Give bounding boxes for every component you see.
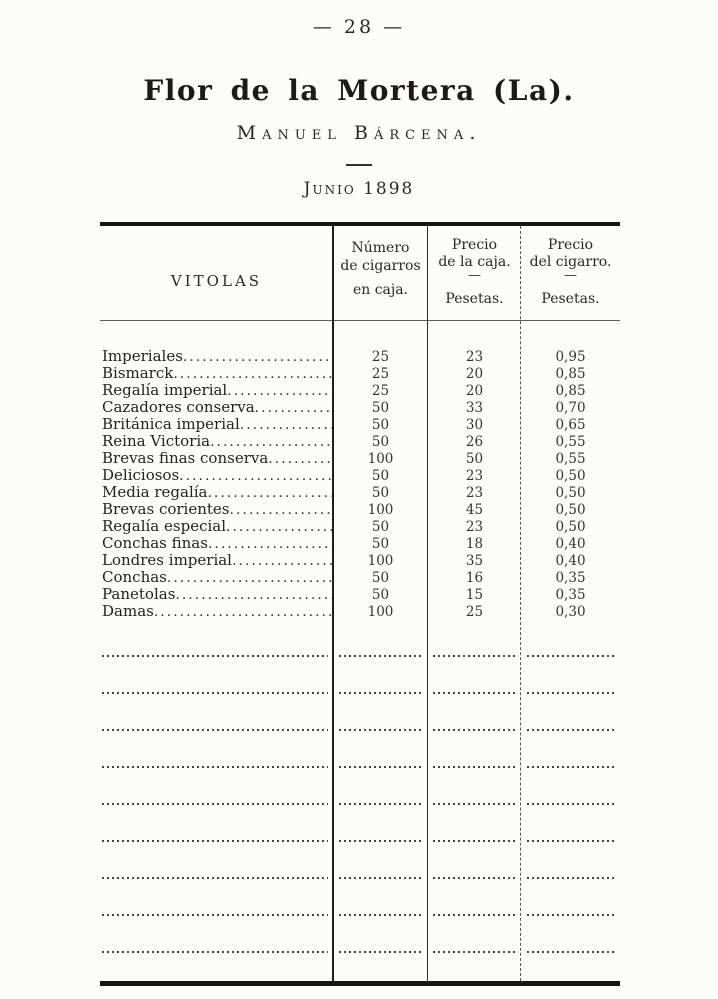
dotted-rule [339, 951, 423, 953]
manufacturer-name: Manuel Bárcena. [236, 122, 482, 144]
dotted-rule [527, 729, 617, 731]
dotted-rule [339, 877, 423, 879]
cigar-price-value: 0,50 [555, 502, 586, 518]
vitola-name: Media regalía [102, 483, 208, 501]
cigar-price-value: 0,50 [555, 485, 586, 501]
dotted-rule [527, 840, 617, 842]
dotted-rule [102, 766, 328, 768]
box-price-value: 35 [465, 553, 484, 569]
vitola-name: Londres imperial [102, 551, 232, 569]
empty-row [100, 844, 620, 881]
dotted-rule [102, 692, 328, 694]
pesetas-unit-label: Pesetas. [445, 291, 504, 307]
vitola-name-cell [100, 415, 333, 433]
cigars-per-box-value: 50 [371, 587, 390, 603]
dotted-rule [102, 951, 328, 953]
table-row [100, 381, 620, 398]
pesetas-unit-label: Pesetas. [541, 291, 600, 307]
page-title: Flor de la Mortera (La). [143, 74, 575, 107]
box-price-value: 23 [465, 485, 484, 501]
vitola-name: Panetolas [102, 585, 176, 603]
table-row [100, 534, 620, 551]
box-price-value: 33 [465, 400, 484, 416]
table-row [100, 500, 620, 517]
box-price-value: 20 [465, 366, 484, 382]
cigars-per-box-value: 25 [371, 383, 390, 399]
cigar-price-value: 0,30 [555, 604, 586, 620]
vitola-name-cell [100, 347, 333, 365]
dotted-rule [433, 729, 516, 731]
dot-leader [154, 602, 333, 620]
dot-leader [167, 568, 333, 586]
dotted-rule [433, 840, 516, 842]
vitola-name-cell [100, 534, 333, 552]
table-row [100, 364, 620, 381]
box-price-value: 23 [465, 519, 484, 535]
cigars-per-box-value: 50 [371, 536, 390, 552]
table-row [100, 398, 620, 415]
cigar-price-value: 0,50 [555, 468, 586, 484]
empty-row [100, 659, 620, 696]
dot-leader [175, 585, 333, 603]
dot-leader [226, 517, 333, 535]
table-row [100, 449, 620, 466]
empty-row [100, 918, 620, 955]
dotted-rule [527, 951, 617, 953]
dotted-rule [433, 914, 516, 916]
table-body [100, 321, 620, 619]
box-price-value: 23 [465, 468, 484, 484]
dotted-rule [527, 803, 617, 805]
cigar-price-value: 0,40 [555, 536, 586, 552]
box-price-value: 18 [465, 536, 484, 552]
empty-ruled-section [100, 622, 620, 955]
dotted-rule [433, 951, 516, 953]
dot-leader [207, 483, 333, 501]
cigars-per-box-value: 50 [371, 570, 390, 586]
vitola-name-cell [100, 602, 333, 620]
cigar-price-value: 0,65 [555, 417, 586, 433]
box-price-value: 23 [465, 349, 484, 365]
column-header-box-price [428, 226, 521, 320]
vitola-name-cell [100, 500, 333, 518]
page-number: — 28 — [312, 16, 406, 38]
table-row [100, 568, 620, 585]
date-line: Junio 1898 [303, 179, 415, 199]
dot-leader [227, 381, 333, 399]
bottom-gap [100, 955, 620, 981]
table-row [100, 517, 620, 534]
dotted-rule [102, 729, 328, 731]
vitola-name: Brevas finas conserva [102, 449, 269, 467]
column-header-cigar-price [521, 226, 620, 320]
header-line: Precio [547, 237, 594, 253]
box-price-value: 26 [465, 434, 484, 450]
cigar-price-value: 0,55 [555, 434, 586, 450]
dotted-rule [433, 655, 516, 657]
header-line: Precio [451, 237, 498, 253]
cigar-price-value: 0,35 [555, 587, 586, 603]
unit-dash: — [468, 268, 481, 283]
dotted-rule [433, 803, 516, 805]
dot-leader [240, 415, 333, 433]
vitola-name: Deliciosos [102, 466, 180, 484]
dotted-rule [102, 877, 328, 879]
vitola-name-cell [100, 585, 333, 603]
vitola-name: Reina Victoria [102, 432, 211, 450]
table-header [100, 226, 620, 320]
table-row [100, 415, 620, 432]
vitola-name: Conchas finas [102, 534, 208, 552]
empty-row [100, 696, 620, 733]
vitola-name: Imperiales [102, 347, 183, 365]
dot-leader [232, 551, 333, 569]
dotted-rule [527, 655, 617, 657]
vitola-name: Regalía imperial [102, 381, 228, 399]
table-row [100, 585, 620, 602]
column-separator [332, 226, 334, 981]
dotted-rule [339, 914, 423, 916]
box-price-value: 25 [465, 604, 484, 620]
cigars-per-box-value: 100 [367, 553, 394, 569]
dotted-rule [339, 803, 423, 805]
vitola-name-cell [100, 517, 333, 535]
dotted-rule [339, 840, 423, 842]
box-price-value: 20 [465, 383, 484, 399]
header-bottom-rule [100, 320, 620, 321]
unit-dash: — [564, 268, 577, 283]
vitola-name: Británica imperial [102, 415, 240, 433]
vitola-name-cell [100, 449, 333, 467]
table-bottom-rule [100, 981, 620, 986]
box-price-value: 50 [465, 451, 484, 467]
table-row [100, 347, 620, 364]
dotted-rule [339, 729, 423, 731]
dotted-rule [433, 877, 516, 879]
box-price-value: 45 [465, 502, 484, 518]
dotted-rule [102, 803, 328, 805]
dot-leader [230, 500, 334, 518]
empty-row [100, 733, 620, 770]
cigar-price-value: 0,85 [555, 366, 586, 382]
dotted-rule [339, 655, 423, 657]
vitola-name-cell [100, 483, 333, 501]
vitola-name: Bismarck [102, 364, 174, 382]
dot-leader [210, 432, 333, 450]
vitola-name: Brevas corientes [102, 500, 230, 518]
table-row [100, 602, 620, 619]
vitola-name: Regalía especial [102, 517, 227, 535]
box-price-value: 16 [465, 570, 484, 586]
column-header-cigars-per-box [333, 226, 428, 320]
price-table [100, 222, 620, 986]
header-line: de la caja. [438, 254, 511, 270]
cigars-per-box-value: 50 [371, 485, 390, 501]
vitola-name: Conchas [102, 568, 167, 586]
header-line: Número [351, 240, 410, 256]
cigars-per-box-value: 100 [367, 502, 394, 518]
column-separator [520, 226, 521, 981]
header-line: del cigarro. [529, 254, 612, 270]
vitola-name-cell [100, 364, 333, 382]
vitola-name-cell [100, 398, 333, 416]
vitola-name-cell [100, 551, 333, 569]
dotted-rule [339, 692, 423, 694]
cigars-per-box-value: 100 [367, 604, 394, 620]
vitola-name-cell [100, 432, 333, 450]
cigar-price-value: 0,50 [555, 519, 586, 535]
cigar-price-value: 0,35 [555, 570, 586, 586]
cigars-per-box-value: 25 [371, 349, 390, 365]
dot-leader [255, 398, 333, 416]
dotted-rule [433, 692, 516, 694]
cigar-price-value: 0,55 [555, 451, 586, 467]
box-price-value: 15 [465, 587, 484, 603]
vitola-name-cell [100, 381, 333, 399]
dot-leader [208, 534, 333, 552]
dotted-rule [527, 877, 617, 879]
cigar-price-value: 0,40 [555, 553, 586, 569]
table-row [100, 483, 620, 500]
empty-row [100, 770, 620, 807]
cigars-per-box-value: 50 [371, 400, 390, 416]
column-separator [427, 226, 428, 981]
table-row [100, 432, 620, 449]
dotted-rule [102, 840, 328, 842]
table-row [100, 466, 620, 483]
dot-leader [268, 449, 333, 467]
dotted-rule [527, 766, 617, 768]
empty-row [100, 807, 620, 844]
dot-leader [183, 347, 333, 365]
empty-row [100, 622, 620, 659]
cigars-per-box-value: 50 [371, 468, 390, 484]
cigars-per-box-value: 100 [367, 451, 394, 467]
cigar-price-value: 0,70 [555, 400, 586, 416]
dotted-rule [102, 914, 328, 916]
dotted-rule [527, 914, 617, 916]
vitola-name: Damas [102, 602, 154, 620]
header-line: en caja. [352, 282, 409, 298]
empty-row [100, 881, 620, 918]
cigars-per-box-value: 50 [371, 417, 390, 433]
cigars-per-box-value: 50 [371, 519, 390, 535]
cigars-per-box-value: 25 [371, 366, 390, 382]
vitola-name: Cazadores conserva [102, 398, 255, 416]
box-price-value: 30 [465, 417, 484, 433]
dotted-rule [433, 766, 516, 768]
vitola-name-cell [100, 568, 333, 586]
cigars-per-box-value: 50 [371, 434, 390, 450]
vitola-name-cell [100, 466, 333, 484]
cigar-price-value: 0,85 [555, 383, 586, 399]
header-line: de cigarros [340, 258, 421, 274]
dotted-rule [102, 655, 328, 657]
dotted-rule [339, 766, 423, 768]
cigar-price-value: 0,95 [555, 349, 586, 365]
dotted-rule [527, 692, 617, 694]
dot-leader [173, 364, 333, 382]
table-row [100, 551, 620, 568]
column-header-vitolas: VITOLAS [170, 272, 263, 290]
dot-leader [179, 466, 333, 484]
section-divider [346, 164, 372, 166]
